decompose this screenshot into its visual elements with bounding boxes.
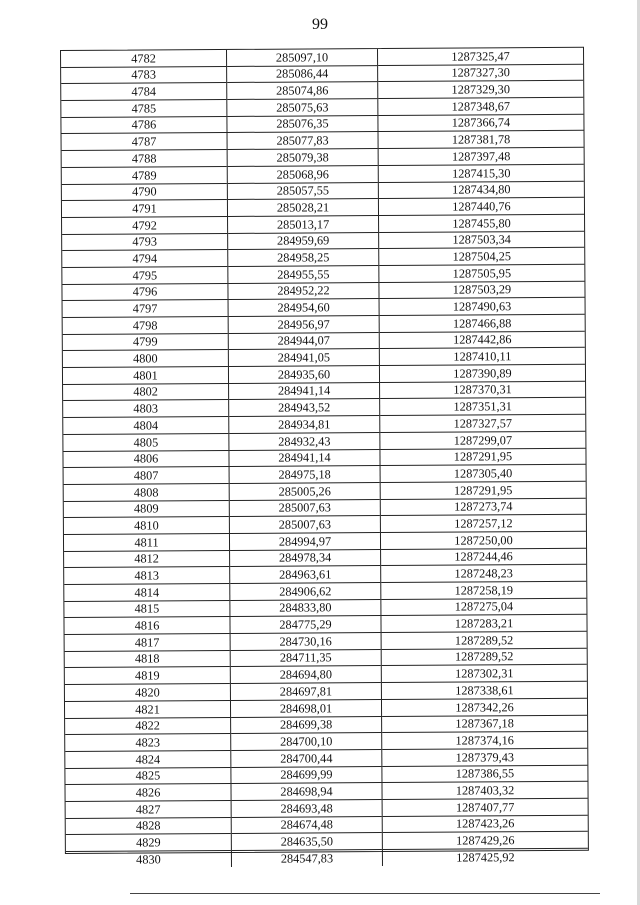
point-number-cell: 4789 [62, 166, 228, 184]
point-number-cell: 4825 [65, 767, 231, 785]
x-coordinate-cell: 284978,34 [230, 549, 381, 567]
point-number-cell: 4805 [63, 433, 229, 451]
point-number-cell: 4782 [61, 50, 227, 67]
y-coordinate-cell: 1287283,21 [381, 615, 587, 633]
x-coordinate-cell: 285074,86 [227, 82, 378, 100]
point-number-cell: 4793 [62, 233, 228, 251]
point-number-cell: 4820 [65, 684, 231, 702]
y-coordinate-cell: 1287367,18 [382, 715, 588, 733]
y-coordinate-cell: 1287325,47 [451, 48, 510, 64]
point-number-cell: 4799 [63, 333, 229, 351]
point-number-cell: 4817 [65, 634, 231, 652]
x-coordinate-cell: 284932,43 [229, 432, 380, 450]
point-number-cell: 4802 [63, 383, 229, 401]
y-coordinate-cell: 1287423,26 [382, 815, 588, 833]
point-number-cell: 4791 [62, 200, 228, 218]
y-coordinate-cell: 1287305,40 [380, 464, 586, 482]
point-number-cell: 4788 [62, 150, 228, 168]
x-coordinate-cell: 285076,35 [227, 115, 378, 133]
y-coordinate-cell: 1287351,31 [380, 398, 586, 416]
point-number-cell: 4804 [63, 417, 229, 435]
x-coordinate-cell: 285086,44 [227, 65, 378, 83]
point-number-cell: 4827 [66, 800, 232, 818]
point-number-cell: 4787 [62, 133, 228, 151]
y-coordinate-cell: 1287299,07 [380, 431, 586, 449]
y-coordinate-cell: 1287250,00 [380, 531, 586, 549]
x-coordinate-cell: 285079,38 [227, 149, 378, 167]
point-number-cell: 4824 [65, 750, 231, 768]
point-number-cell: 4822 [65, 717, 231, 735]
point-number-cell: 4823 [65, 734, 231, 752]
x-coordinate-cell: 285028,21 [227, 199, 378, 217]
y-coordinate-cell: 1287425,92 [382, 848, 588, 865]
point-number-cell: 4821 [65, 700, 231, 718]
point-number-cell: 4807 [64, 467, 230, 485]
x-coordinate-cell: 284711,35 [230, 649, 381, 667]
point-number-cell: 4816 [64, 617, 230, 635]
x-coordinate-cell: 285013,17 [228, 215, 379, 233]
x-coordinate-cell: 285097,10 [227, 49, 378, 66]
point-number-cell: 4803 [63, 400, 229, 418]
point-number-cell: 4783 [61, 66, 227, 84]
point-number-cell: 4790 [62, 183, 228, 201]
y-coordinate-cell: 1287442,86 [379, 331, 585, 349]
y-coordinate-cell: 1287504,25 [379, 248, 585, 266]
y-coordinate-cell: 1287466,88 [379, 314, 585, 332]
x-coordinate-cell: 284697,81 [230, 683, 381, 701]
y-coordinate-cell: 1287291,95 [380, 448, 586, 466]
x-coordinate-cell: 284700,44 [231, 749, 382, 767]
x-coordinate-cell: 285007,63 [229, 499, 380, 517]
x-coordinate-cell: 284698,94 [231, 783, 382, 801]
point-number-cell: 4828 [66, 817, 232, 835]
y-coordinate-cell: 1287370,31 [380, 381, 586, 399]
y-coordinate-cell: 1287258,19 [381, 581, 587, 599]
y-coordinate-cell: 1287327,30 [378, 64, 584, 82]
x-coordinate-cell: 284693,48 [231, 799, 382, 817]
x-coordinate-cell: 285005,26 [229, 482, 380, 500]
x-coordinate-cell: 284698,01 [230, 699, 381, 717]
point-number-cell: 4801 [63, 367, 229, 385]
y-coordinate-cell: 1287338,61 [381, 681, 587, 699]
point-number-cell: 4814 [64, 583, 230, 601]
y-coordinate-cell: 1287273,74 [380, 498, 586, 516]
x-coordinate-cell: 284674,48 [231, 816, 382, 834]
y-coordinate-cell: 1287390,89 [379, 364, 585, 382]
x-coordinate-cell: 284833,80 [230, 599, 381, 617]
y-coordinate-cell: 1287440,76 [378, 197, 584, 215]
coordinates-table [60, 47, 589, 867]
point-number-cell: 4785 [61, 100, 227, 118]
point-number-cell: 4819 [65, 667, 231, 685]
x-coordinate-cell: 285077,83 [227, 132, 378, 150]
y-coordinate-cell: 1287403,32 [382, 782, 588, 800]
y-coordinate-cell: 1287455,80 [379, 214, 585, 232]
x-coordinate-cell: 284954,60 [228, 299, 379, 317]
page-number: 99 [312, 16, 328, 33]
x-coordinate-cell: 284906,62 [230, 583, 381, 601]
point-number-cell: 4806 [63, 450, 229, 468]
x-coordinate-cell: 284547,83 [231, 850, 382, 867]
point-number-cell: 4811 [64, 533, 230, 551]
x-coordinate-cell: 284956,97 [228, 316, 379, 334]
x-coordinate-cell: 284994,97 [229, 532, 380, 550]
y-coordinate-cell: 1287275,04 [381, 598, 587, 616]
table-body [61, 48, 588, 868]
y-coordinate-cell: 1287366,74 [378, 114, 584, 132]
y-coordinate-cell: 1287503,34 [379, 231, 585, 249]
x-coordinate-cell: 284944,07 [228, 332, 379, 350]
point-number-cell: 4813 [64, 567, 230, 585]
x-coordinate-cell: 285007,63 [229, 516, 380, 534]
point-number-cell: 4786 [61, 116, 227, 134]
point-number-cell: 4796 [62, 283, 228, 301]
point-number-cell: 4798 [63, 316, 229, 334]
x-coordinate-cell: 284958,25 [228, 249, 379, 267]
x-coordinate-cell: 284934,81 [229, 416, 380, 434]
point-number-cell: 4818 [65, 650, 231, 668]
y-coordinate-cell: 1287490,63 [379, 298, 585, 316]
y-coordinate-cell: 1287429,26 [382, 832, 588, 850]
y-coordinate-cell: 1287415,30 [378, 164, 584, 182]
x-coordinate-cell: 284635,50 [231, 833, 382, 851]
x-coordinate-cell: 284943,52 [229, 399, 380, 417]
point-number-cell: 4815 [64, 600, 230, 618]
point-number-cell: 4809 [64, 500, 230, 518]
x-coordinate-cell: 284975,18 [229, 466, 380, 484]
point-number-cell: 4810 [64, 517, 230, 535]
x-coordinate-cell: 284699,99 [231, 766, 382, 784]
x-coordinate-cell: 284775,29 [230, 616, 381, 634]
x-coordinate-cell: 284700,10 [231, 733, 382, 751]
point-number-cell: 4829 [66, 834, 232, 852]
x-coordinate-cell: 284699,38 [231, 716, 382, 734]
x-coordinate-cell: 284952,22 [228, 282, 379, 300]
y-coordinate-cell: 1287244,46 [381, 548, 587, 566]
y-coordinate-cell: 1287289,52 [381, 631, 587, 649]
point-number-cell: 4797 [63, 300, 229, 318]
y-coordinate-cell: 1287505,95 [379, 264, 585, 282]
point-number-cell: 4792 [62, 216, 228, 234]
table-row [66, 848, 588, 867]
y-coordinate-cell: 1287503,29 [379, 281, 585, 299]
x-coordinate-cell: 284941,14 [229, 449, 380, 467]
y-coordinate-cell: 1287386,55 [382, 765, 588, 783]
point-number-cell: 4808 [64, 483, 230, 501]
y-coordinate-cell: 1287289,52 [381, 648, 587, 666]
y-coordinate-cell: 1287291,95 [380, 481, 586, 499]
x-coordinate-cell: 285068,96 [227, 165, 378, 183]
point-number-cell: 4794 [62, 250, 228, 268]
point-number-cell: 4830 [66, 850, 232, 867]
x-coordinate-cell: 284955,55 [228, 265, 379, 283]
x-coordinate-cell: 285075,63 [227, 99, 378, 117]
y-coordinate-cell: 1287342,26 [381, 698, 587, 716]
y-coordinate-cell: 1287329,30 [378, 81, 584, 99]
y-coordinate-cell: 1287397,48 [378, 147, 584, 165]
y-coordinate-cell: 1287248,23 [381, 565, 587, 583]
x-coordinate-cell: 284935,60 [228, 366, 379, 384]
x-coordinate-cell: 285057,55 [227, 182, 378, 200]
y-coordinate-cell: 1287374,16 [382, 731, 588, 749]
point-number-cell: 4795 [62, 266, 228, 284]
x-coordinate-cell: 284730,16 [230, 633, 381, 651]
y-coordinate-cell: 1287381,78 [378, 131, 584, 149]
point-number-cell: 4826 [65, 784, 231, 802]
y-coordinate-cell: 1287348,67 [378, 97, 584, 115]
y-coordinate-cell: 1287434,80 [378, 181, 584, 199]
x-coordinate-cell: 284963,61 [230, 566, 381, 584]
y-coordinate-cell: 1287379,43 [382, 748, 588, 766]
x-coordinate-cell: 284959,69 [228, 232, 379, 250]
y-coordinate-cell: 1287257,12 [380, 515, 586, 533]
x-coordinate-cell: 284941,14 [229, 382, 380, 400]
y-coordinate-cell: 1287410,11 [379, 348, 585, 366]
y-coordinate-cell: 1287302,31 [381, 665, 587, 683]
point-number-cell: 4812 [64, 550, 230, 568]
x-coordinate-cell: 284694,80 [230, 666, 381, 684]
footer-rule [130, 893, 600, 894]
point-number-cell: 4800 [63, 350, 229, 368]
x-coordinate-cell: 284941,05 [228, 349, 379, 367]
point-number-cell: 4784 [61, 83, 227, 101]
y-coordinate-cell: 1287327,57 [380, 414, 586, 432]
y-coordinate-cell: 1287407,77 [382, 798, 588, 816]
